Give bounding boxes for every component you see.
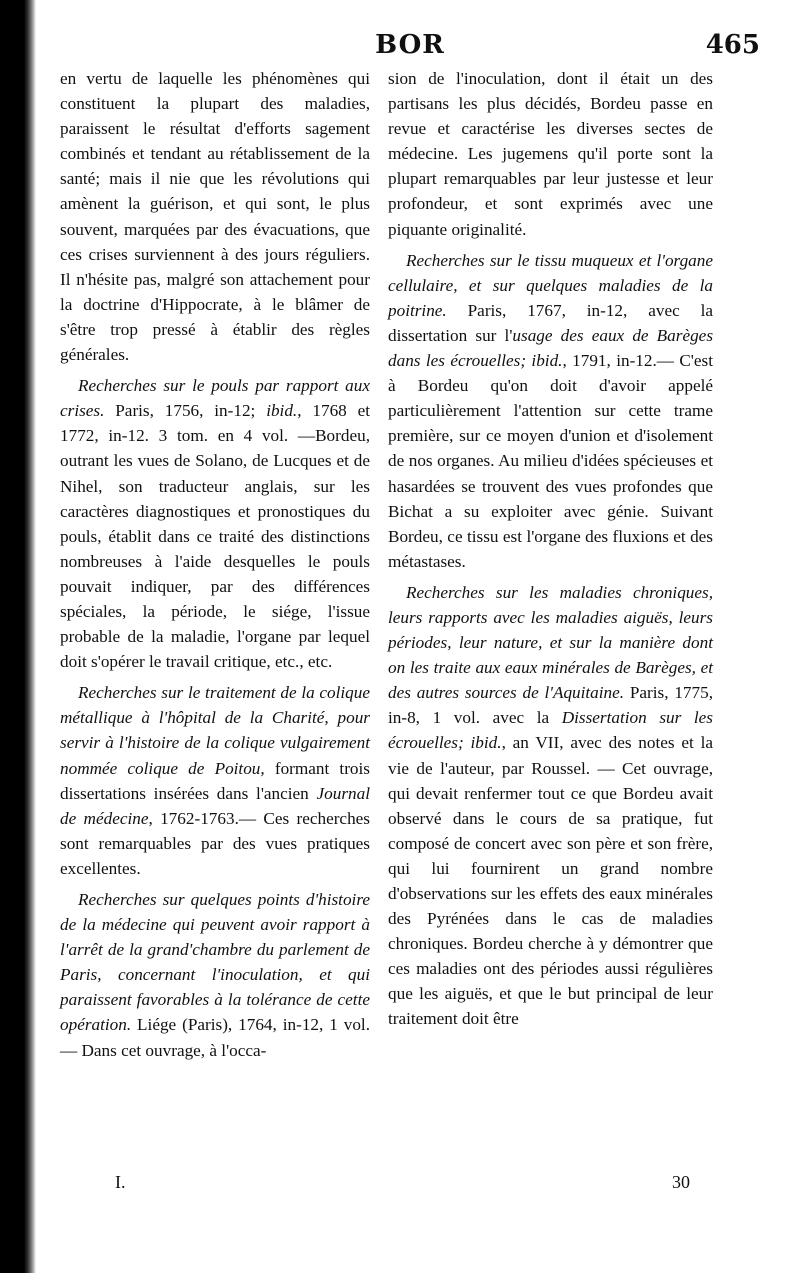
signature-mark: I. — [115, 1172, 126, 1192]
page-footer — [60, 1172, 720, 1202]
bibliography-entry: Recherches sur le pouls par rapport aux crises. Paris, 1756, in-12; ibid., 1768 et 1772, in-12. 3 tom. en 4 vol. —Bordeu, outrant les vues de Solano, de Lucques et de Nihel, son traducteur anglais, sur les caractères diagnostiques et pronostiques du pouls, établit dans ce traité des distinctions nombreuses à l'aide desquelles le pouls pouvait indiquer, par des différences spéciales, la période, le siége, l'issue probable de la maladie, l'organe par lequel doit s'opérer le travail critique, etc., etc. — [60, 376, 370, 672]
left-column — [60, 66, 370, 1063]
page-header — [60, 30, 760, 66]
page-number: 465 — [705, 30, 760, 60]
paragraph: en vertu de laquelle les phénomènes qui constituent la plupart des maladies, paraissent le résultat d'efforts sagement combinés et tendant au rétablissement de la santé; mais il nie que les révolutions qui amènent la guérison, et qui sont, le plus souvent, marquées par des évacuations, que ces crises surviennent à des jours réguliers. Il n'hésite pas, malgré son attachement pour la doctrine d'Hippocrate, à le blâmer de s'être trop pressé à établir des règles générales. — [60, 69, 370, 365]
bibliography-entry: Recherches sur le tissu muqueux et l'organe cellulaire, et sur quelques maladies de la poitrine. Paris, 1767, in-12, avec la dissertation sur l'usage des eaux de Barèges dans les écrouelles; ibid., 1791, in-12.— C'est à Bordeu qu'on doit d'avoir appelé particulièrement l'attention sur cette trame première, sur ce moyen d'union et d'isolement de nos organes. Au milieu d'idées spécieuses et hasardées se trouvent des vues profondes que Bichat a su exploiter avec génie. Suivant Bordeu, ce tissu est l'organe des fluxions et des métastases. — [388, 250, 714, 571]
bibliography-entry: Recherches sur les maladies chroniques, leurs rapports avec les maladies aiguës, leurs périodes, leur nature, et sur la manière dont on les traite aux eaux minérales de Barèges, et des autres sources de l'Aquitaine. Paris, 1775, in-8, 1 vol. avec la Dissertation sur les écrouelles; ibid., an VII, avec des notes et la vie de l'auteur, par Roussel. — Cet ouvrage, qui devait renfermer tout ce que Bordeu avait observé dans le cours de sa pratique, fut composé de concert avec son père et son frère, qui lui fournirent un grand nombre d'observations sur les effets des eaux minérales des Pyrénées dans le cas de maladies chroniques. Bordeu cherche à y démontrer que ces maladies ont des périodes aussi régulières que les aiguës, et que le but principal de leur traitement doit être — [388, 582, 713, 1029]
running-title: BOR — [375, 30, 445, 60]
book-spine-shadow — [0, 0, 36, 1273]
bibliography-entry: Recherches sur quelques points d'histoire de la médecine qui peuvent avoir rapport à l'arrêt de la grand'chambre du parlement de Paris, concernant l'inoculation, et qui paraissent favorables à la tolérance de cette opération. Liége (Paris), 1764, in-12, 1 vol. — Dans cet ouvrage, à l'occa- — [60, 890, 370, 1060]
paragraph: sion de l'inoculation, dont il était un des partisans les plus décidés, Bordeu passe en revue et caractérise les diverses sectes de médecine. Les jugemens qu'il porte sont la plupart remarquables par leur justesse et leur profondeur, et sont exprimés avec une piquante originalité. — [388, 69, 713, 239]
work-title: Recherches sur le tissu muqueux et l'organe cellulaire, et sur quelques maladies de la poitrine. — [388, 250, 713, 320]
gathering-number: 30 — [672, 1172, 690, 1192]
work-title: Recherches sur le traitement de la colique métallique à l'hôpital de la Charité, pour servir à l'histoire de la colique vulgairement nommée colique de Poitou, — [60, 683, 370, 778]
bibliography-entry: Recherches sur le traitement de la colique métallique à l'hôpital de la Charité, pour servir à l'histoire de la colique vulgairement nommée colique de Poitou, formant trois dissertations insérées dans l'ancien Journal de médecine, 1762-1763.— Ces recherches sont remarquables par des vues pratiques excellentes. — [60, 683, 370, 878]
work-title: Recherches sur quelques points d'histoire de la médecine qui peuvent avoir rapport à l'arrêt de la grand'chambre du parlement de Paris, concernant l'inoculation, et qui paraissent favorables à la tolérance de cette opération. — [60, 890, 370, 1035]
work-title: Recherches sur les maladies chroniques, leurs rapports avec les maladies aiguës, leurs périodes, leur nature, et sur la manière dont on les traite aux eaux minérales de Barèges, et des autres sources de l'Aquitaine. — [388, 582, 713, 703]
work-title: Recherches sur le pouls par rapport aux crises. — [60, 376, 370, 421]
right-column — [388, 66, 713, 1032]
